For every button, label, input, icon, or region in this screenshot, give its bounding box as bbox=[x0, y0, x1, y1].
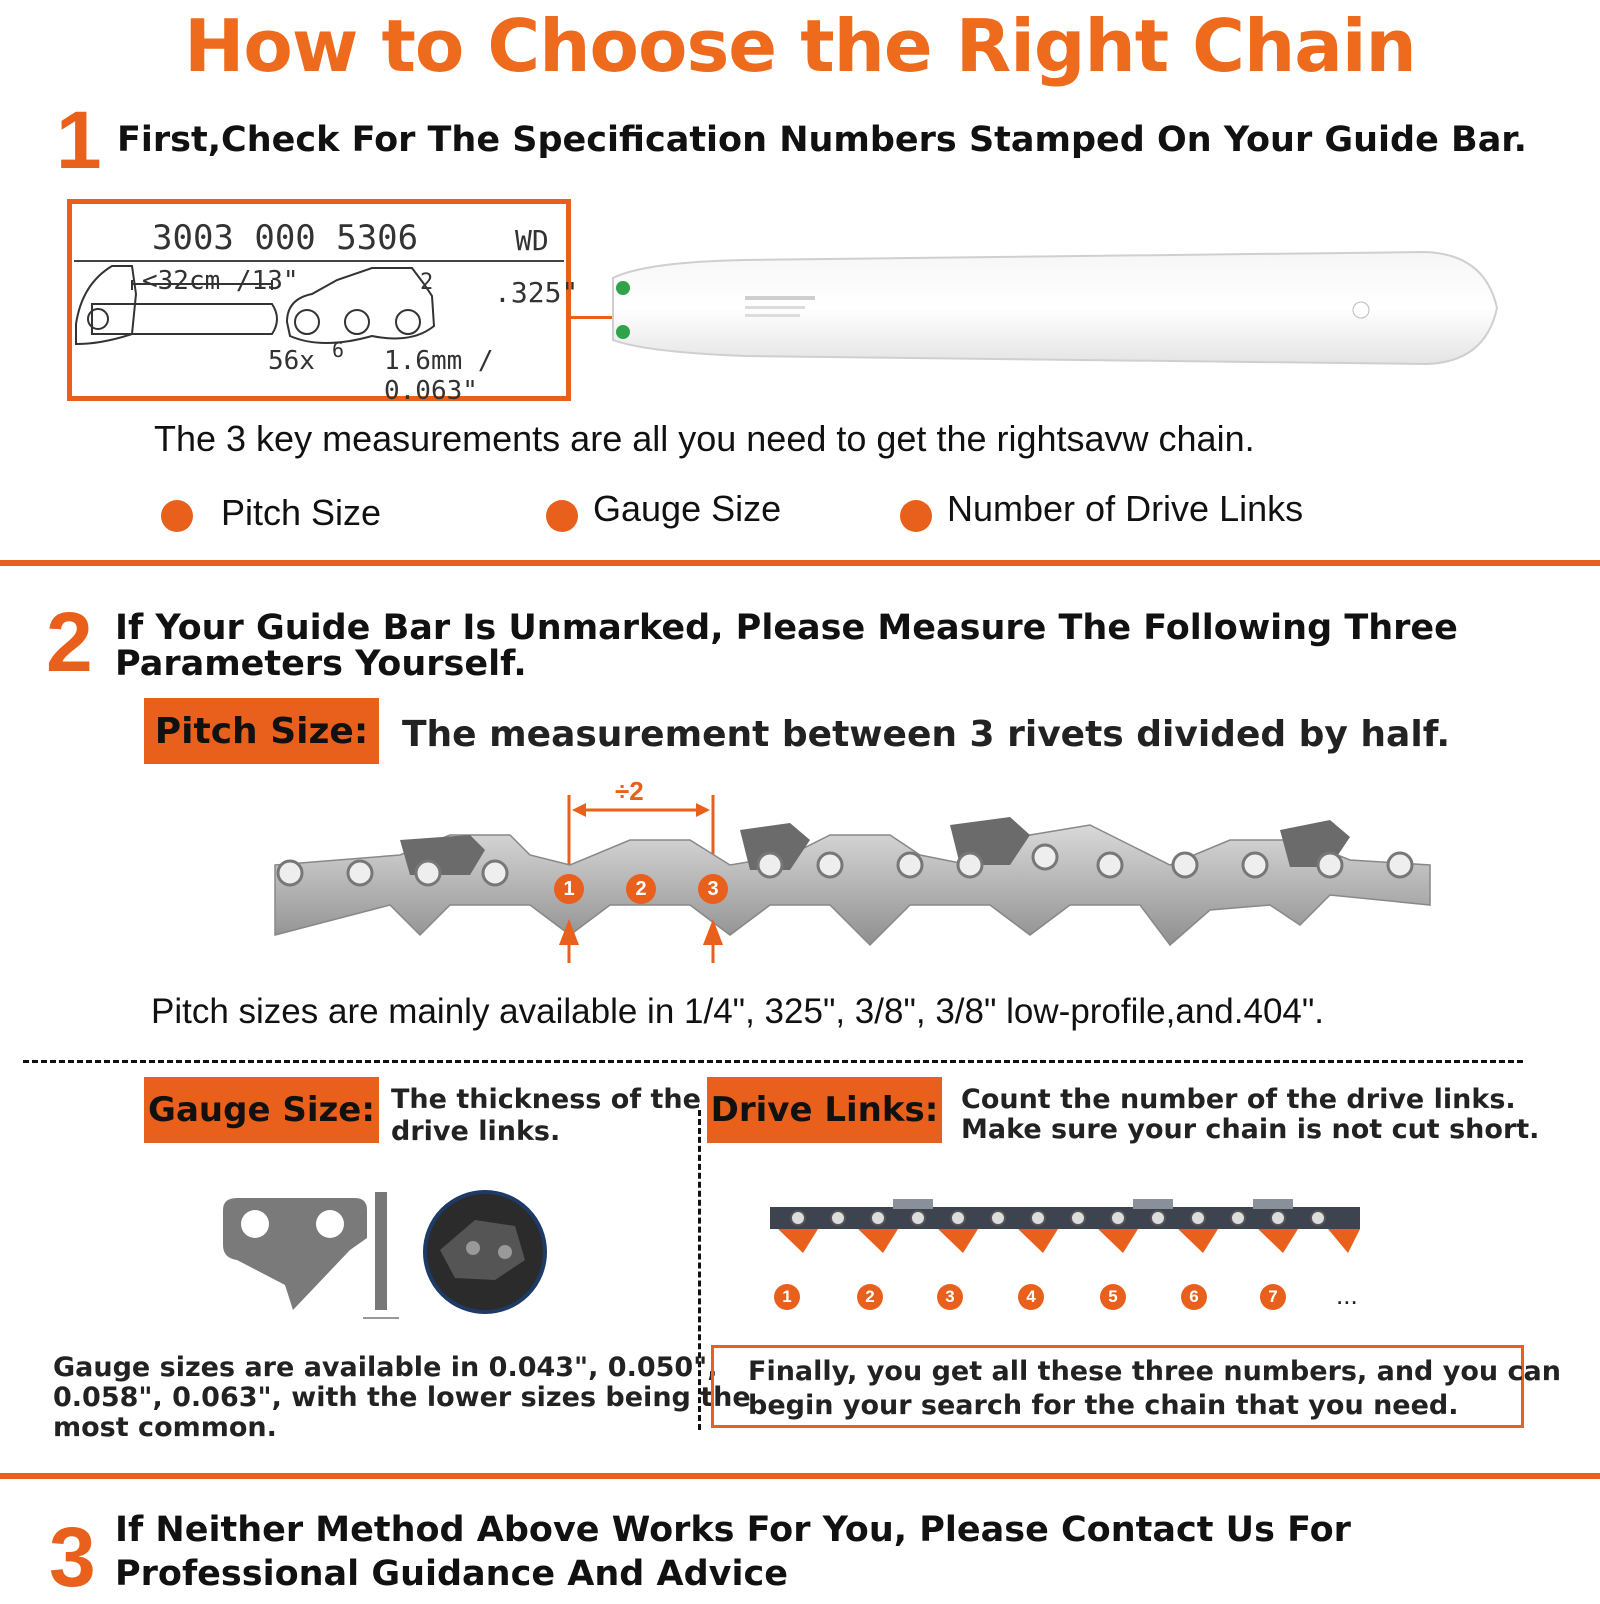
bullet-dot bbox=[900, 500, 932, 532]
section-divider bbox=[0, 1473, 1600, 1479]
stamp-gauge: 1.6mm / 0.063" bbox=[384, 346, 494, 406]
drive-link-count-4: 4 bbox=[1018, 1284, 1044, 1310]
stamp-pitch: .325" bbox=[494, 276, 579, 309]
stamp-code: WD bbox=[515, 224, 549, 257]
summary-line1: Finally, you get all these three numbers, and you can bbox=[748, 1356, 1561, 1387]
step-1-heading: First,Check For The Specification Numbers Stamped On Your Guide Bar. bbox=[117, 120, 1527, 160]
step-3-heading-line1: If Neither Method Above Works For You, Please Contact Us For bbox=[115, 1510, 1351, 1550]
dashed-divider bbox=[23, 1060, 1523, 1063]
stamp-line-art bbox=[72, 204, 566, 396]
gauge-note-line3: most common. bbox=[53, 1412, 277, 1443]
bullet-dot bbox=[546, 500, 578, 532]
step-1-intro: The 3 key measurements are all you need to get the rightsavw chain. bbox=[154, 418, 1255, 459]
guide-bar-stamp-box bbox=[67, 199, 579, 406]
drive-links-tag: Drive Links: bbox=[707, 1077, 942, 1143]
drive-links-desc-line1: Count the number of the drive links. bbox=[961, 1084, 1516, 1115]
page-title: How to Choose the Right Chain bbox=[184, 4, 1416, 88]
step-3-number: 3 bbox=[49, 1510, 96, 1604]
gauge-illustration bbox=[215, 1190, 555, 1330]
drive-links-chain-image bbox=[768, 1195, 1363, 1265]
drive-link-count-3: 3 bbox=[937, 1284, 963, 1310]
gauge-size-tag: Gauge Size: bbox=[144, 1077, 379, 1143]
pitch-size-tag: Pitch Size: bbox=[144, 698, 379, 764]
bullet-dot bbox=[161, 500, 193, 532]
stamp-drive-links: 56x bbox=[268, 346, 315, 376]
stamp-ref-6: 6 bbox=[332, 338, 345, 362]
gauge-desc-line1: The thickness of the bbox=[391, 1084, 701, 1115]
gauge-note-line2: 0.058", 0.063", with the lower sizes being the bbox=[53, 1382, 751, 1413]
divide-by-two-label: ÷2 bbox=[615, 776, 644, 806]
drive-link-count-6: 6 bbox=[1181, 1284, 1207, 1310]
pitch-chain-diagram bbox=[270, 795, 1450, 965]
drive-links-desc-line2: Make sure your chain is not cut short. bbox=[961, 1114, 1540, 1145]
stamp-length: <32cm /13" bbox=[142, 266, 299, 296]
stamp-part-number: 3003 000 5306 bbox=[152, 218, 419, 258]
section-divider bbox=[0, 560, 1600, 566]
pitch-sizes-note: Pitch sizes are mainly available in 1/4", 325", 3/8", 3/8" low-profile,and.404". bbox=[151, 992, 1325, 1031]
drive-link-count-1: 1 bbox=[774, 1284, 800, 1310]
drive-link-count-5: 5 bbox=[1100, 1284, 1126, 1310]
gauge-desc-line2: drive links. bbox=[391, 1116, 561, 1147]
step-2-number: 2 bbox=[46, 595, 93, 689]
summary-box bbox=[711, 1345, 1561, 1428]
step-3-heading-line2: Professional Guidance And Advice bbox=[115, 1554, 788, 1594]
bullet-pitch-size: Pitch Size bbox=[221, 492, 382, 533]
drive-link-count-2: 2 bbox=[857, 1284, 883, 1310]
step-2-heading-line2: Parameters Yourself. bbox=[115, 644, 527, 684]
summary-line2: begin your search for the chain that you need. bbox=[748, 1390, 1459, 1421]
step-2-heading-line1: If Your Guide Bar Is Unmarked, Please Measure The Following Three bbox=[115, 608, 1458, 648]
stamp-ref-2: 2 bbox=[420, 270, 434, 295]
drive-link-count-7: 7 bbox=[1260, 1284, 1286, 1310]
drive-link-ellipsis: ... bbox=[1336, 1280, 1358, 1310]
guide-bar-image bbox=[605, 248, 1505, 378]
rivet-2-badge: 2 bbox=[626, 874, 656, 904]
rivet-1-badge: 1 bbox=[554, 874, 584, 904]
bullet-gauge-size: Gauge Size bbox=[593, 488, 782, 529]
pitch-size-description: The measurement between 3 rivets divided by half. bbox=[402, 714, 1451, 755]
rivet-3-badge: 3 bbox=[698, 874, 728, 904]
gauge-note-line1: Gauge sizes are available in 0.043", 0.050", bbox=[53, 1352, 718, 1383]
step-1-number: 1 bbox=[56, 95, 102, 186]
bullet-drive-links: Number of Drive Links bbox=[947, 488, 1304, 529]
